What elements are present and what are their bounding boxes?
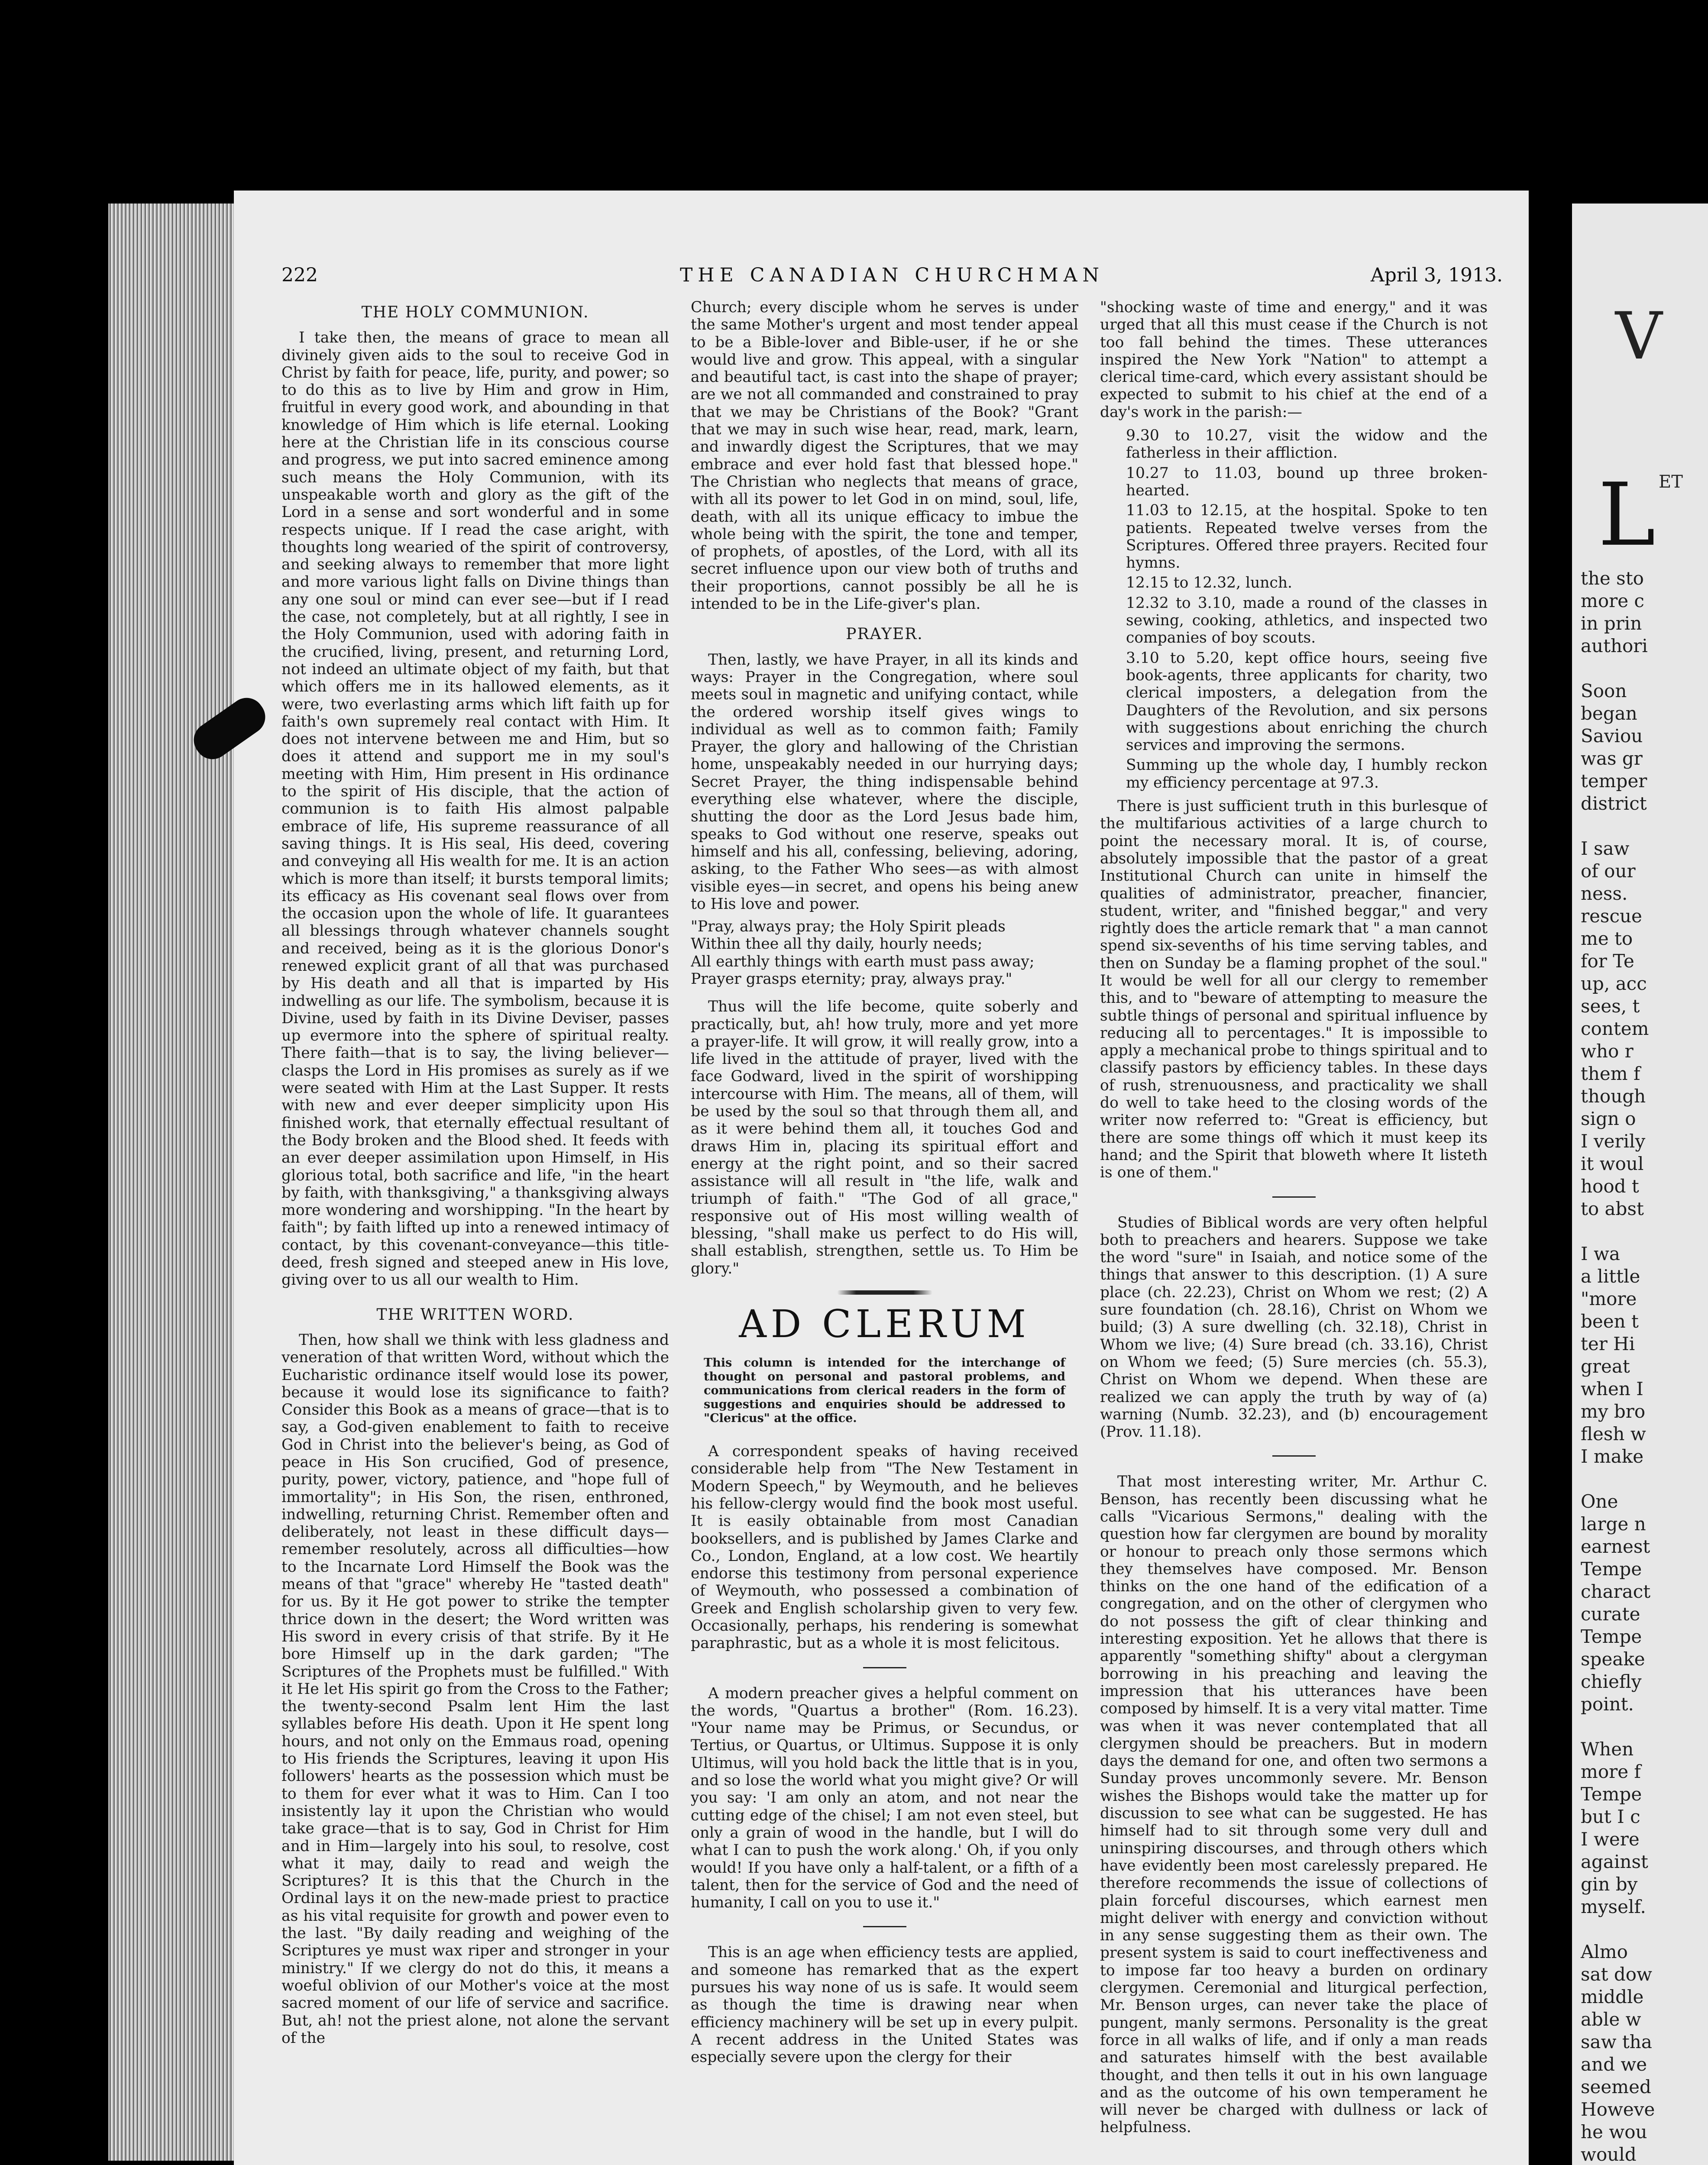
time-card-entry: Summing up the whole day, I humbly reckon my efficiency percentage at 97.3. [1126, 756, 1488, 792]
written-word-heading: THE WRITTEN WORD. [376, 1305, 574, 1324]
verse-line: Within thee all thy daily, hourly needs; [691, 935, 983, 953]
drop-cap-suffix: ET [1659, 472, 1683, 492]
verse-line: Prayer grasps eternity; pray, always pray." [691, 970, 1013, 988]
ad-clerum-title: AD CLERUM [739, 1302, 1030, 1347]
scan-border-left [0, 0, 108, 2165]
verse-line: "Pray, always pray; the Holy Spirit pleads [691, 918, 1006, 936]
holy-communion-heading: THE HOLY COMMUNION. [361, 304, 589, 321]
burlesque-paragraph: There is just sufficient truth in this burlesque of the multifarious activities of a large church to point the necessary moral. It is, of course, absolutely impossible that the pastor of a great Institutional Church can unite in himself the qualities of administrator, preacher, financier, student, writer, and "finished beggar," and very rightly does the article remark that " a man cannot spend six-sevenths of his time serving tables, and then on Sunday be a flaming prophet of the soul." It would be well for all our clergy to remember this, and to "beware of attempting to measure the subtle things of personal and spiritual influence by reducing all to percentages." It is impossible to apply a mechanical probe to things spiritual and to classify pastors by efficiency tables. In these days of rush, strenuousness, and practicality we shall do well to take heed to the closing words of the writer now referred to: "Great is efficiency, but there are some things off which it must keep its hand; and the Spirit that bloweth where It listeth is one of them." [1100, 798, 1488, 1182]
prayer-heading: PRAYER. [846, 625, 923, 643]
page-number: 222 [281, 264, 318, 286]
section-divider [1272, 1196, 1316, 1198]
ad-clerum-paragraph-3: This is an age when efficiency tests are applied, and someone has remarked that as the expert pursues his way none of us is safe. It would seem as though the time is drawing near when efficiency machinery will be set up in every pulpit. A recent address in the United States was especially severe upon the clergy for their [691, 1944, 1078, 2066]
written-word-paragraph: Then, how shall we think with less gladness and veneration of that written Word, without which the Eucharistic ordinance itself would lose its power, because it would lose its significance to faith? Consider this Book as a means of grace—that is to say, a God-given enablement to faith to receive God in Christ into the believer's being, as God of peace in His Son crucified, God of presence, purity, power, victory, patience, and "hope full of immortality"; in His Son, the risen, enthroned, indwelling, returning Christ. Remember often and deliberately, not least in these difficult days—remember resolutely, across all difficulties—how to the Incarnate Lord Himself the Book was the means of that "grace" whereby He "tasted death" for us. By it He got power to strike the tempter thrice down in the desert; the Word written was His sword in every crisis of that strife. By it He bore Himself up in the dark garden; "The Scriptures of the Prophets must be fulfilled." With it He let His spirit go from the Cross to the Father; the twenty-second Psalm lent Him the last syllables before His death. Upon it He spent long hours, and not only on the Emmaus road, opening to His friends the Scriptures, leaving it upon His followers' hearts as the possession which must be to them for ever what it was to Him. Can I too insistently lay it upon the Christian who would take grace—that is to say, God in Christ for Him and in Him—largely into his soul, to resolve, cost what it may, daily to read and weigh the Scriptures? It is this that the Church in the Ordinal lays it on the new-made priest to practice as his vital requisite for growth and power even to the last. "By daily reading and weighing of the Scriptures ye must wax riper and stronger in your ministry." If we clergy do not do this, it means a woeful oblivion of our Mother's voice at the most sacred moment of our life of service and sacrifice. But, ah! not the priest alone, not alone the servant of the [281, 1331, 669, 2047]
section-ornament [837, 1290, 932, 1295]
scan-border-top [0, 0, 1708, 186]
time-card-entry: 12.15 to 12.32, lunch. [1126, 574, 1293, 592]
column-3-continuation: "shocking waste of time and energy," and it was urged that all this must cease if the Church is not too fall behind the times. These utterances inspired the New York "Nation" to attempt a clerical time-card, which every assistant should be expected to submit to his chief at the end of a day's work in the parish:— [1100, 299, 1488, 421]
facing-page-fragment [1572, 204, 1708, 2165]
column-3 [1100, 299, 1488, 2152]
prayer-verse [691, 918, 1078, 988]
column-2-continuation: Church; every disciple whom he serves is under the same Mother's urgent and most tender appeal to be a Bible-lover and Bible-user, if he or she would live and grow. This appeal, with a singular and beautiful tact, is cast into the shape of prayer; are we not all commanded and constrained to pray that we may be Christians of the Book? "Grant that we may in such wise hear, read, mark, learn, and inwardly digest the Scriptures, that we may embrace and ever hold fast that blessed hope." The Christian who neglects that means of grace, with all its power to let God in on mind, soul, life, death, with all its unique efficacy to imbue the whole being with the spirit, the tone and temper, of prophets, of apostles, of the Lord, with all its secret influence upon our view both of truths and their proportions, cannot possibly be all he is intended to be in the Life-giver's plan. [691, 299, 1078, 613]
drop-cap: L [1598, 465, 1656, 565]
publication-title: THE CANADIAN CHURCHMAN [679, 264, 1105, 286]
ad-clerum-paragraph-1: A correspondent speaks of having received considerable help from "The New Testament in Modern Speech," by Weymouth, and he believes his fellow-clergy would find the book most useful. It is easily obtainable from most Canadian booksellers, and is published by James Clarke and Co., London, England, at a low cost. We heartily endorse this testimony from personal experience of Weymouth, who possessed a combination of Greek and English scholarship given to very few. Occasionally, perhaps, his rendering is somewhat paraphrastic, but as a whole it is most felicitous. [691, 1443, 1078, 1652]
biblical-studies-paragraph: Studies of Biblical words are very often helpful both to preachers and hearers. Suppose we take the word "sure" in Isaiah, and notice some of the things that answer to this description. (1) A sure place (ch. 22.23), Christ on Whom we rest; (2) A sure foundation (ch. 28.16), Christ on Whom we build; (3) A sure dwelling (ch. 32.18), Christ in Whom we live; (4) Sure bread (ch. 33.16), Christ on Whom we feed; (5) Sure mercies (ch. 55.3), Christ on Whom we depend. When these are realized we can apply the truth by way of (a) warning (Numb. 32.23), and (b) encouragement (Prov. 11.18). [1100, 1214, 1488, 1441]
masthead [281, 264, 1503, 290]
prayer-paragraph-2: Thus will the life become, quite soberly and practically, but, ah! how truly, more and yet more a prayer-life. It will grow, it will really grow, into a life lived in the attitude of prayer, lived with the face Godward, lived in the spirit of worshipping intercourse with Him. The means, all of them, will be used by the soul so that through them all, and as it were behind them all, it touches God and draws Him in, placing its spiritual effort and energy at the right point, and so their sacred assistance will all result in "the life, walk and triumph of faith." "The God of all grace," responsive out of His most willing wealth of blessing, "shall make us perfect to do His will, shall establish, strengthen, settle us. To Him be glory." [691, 998, 1078, 1277]
holy-communion-paragraph: I take then, the means of grace to mean all divinely given aids to the soul to receive God in Christ by faith for peace, life, purity, and power; so to do this as to live by Him and grow in Him, fruitful in every good work, and abounding in that knowledge of Him which is life eternal. Looking here at the Christian life in its conscious course and progress, we put into sacred eminence among such means the Holy Communion, with its unspeakable worth and glory as the gift of the Lord in a sense and sort wonderful and in some respects unique. If I read the case aright, with thoughts long wearied of the spirit of controversy, and seeking always to remember that more light and more various light falls on Divine things than any one soul or mind can ever see—but if I read the case, not completely, but at all rightly, I see in the Holy Communion, used with adoring faith in the crucified, living, present, and returning Lord, not indeed an ultimate object of my faith, but that which offers me in its hallowed elements, as it were, two everlasting arms which lift faith up for faith's own supremely real contact with Him. It does not intervene between me and Him, but so does it attend and support me in my soul's meeting with Him, Him present in His ordinance to the spirit of His disciple, that the action of communion is to faith His almost palpable embrace of life, His supreme reassurance of all saving things. It is His seal, His deed, covering and conveying all His wealth for me. It is an action which is more than itself; it bursts temporal limits; its efficacy as His covenant seal flows over from the occasion upon the whole of life. It guarantees all blessings through whatever channels sought and received, being as it is the glorious Donor's renewed explicit grant of all that was purchased by His death and all that is imparted by His indwelling as our life. The symbolism, because it is Divine, used by faith in its Divine Deviser, passes up evermore into the sphere of spiritual realty. There faith—that is to say, the living believer—clasps the Lord in His promises as surely as if we were seated with Him at the Last Supper. It rests with new and ever deeper simplicity upon His finished work, that eternally effectual resultant of the Body broken and the Blood shed. It feeds with an ever deeper assimilation upon Himself, in His glorious total, both sacrifice and life, "in the heart by faith, with thanksgiving," a thanksgiving always more wondering and worshipping. "In the heart by faith"; by faith lifted up into a renewed intimacy of contact, by this covenant-conveyance—this title-deed, fresh signed and steeped anew in His love, giving over to us all our wealth to Him. [281, 329, 669, 1289]
time-card-entry: 10.27 to 11.03, bound up three broken-hearted. [1126, 464, 1488, 499]
time-card-entry: 11.03 to 12.15, at the hospital. Spoke to ten patients. Repeated twelve verses from the Scriptures. Offered three prayers. Recited four hymns. [1126, 502, 1488, 572]
book-page-edges [108, 204, 234, 2161]
verse-line: All earthly things with earth must pass away; [691, 953, 1035, 970]
time-card-entry: 9.30 to 10.27, visit the widow and the fatherless in their affliction. [1126, 427, 1488, 462]
book-spine-shadow [1529, 0, 1572, 2165]
time-card [1100, 427, 1488, 792]
issue-date: April 3, 1913. [1370, 264, 1503, 286]
section-divider [863, 1926, 906, 1927]
prayer-paragraph-1: Then, lastly, we have Prayer, in all its kinds and ways: Prayer in the Congregation, where soul meets soul in magnetic and unifying contact, while the ordered worship itself gives wings to individual as well as to common faith; Family Prayer, the glory and hallowing of the Christian home, unspeakably needed in our hurrying days; Secret Prayer, the thing indispensable behind everything else whatever, where the disciple, shutting the door as the Lord Jesus bade him, speaks to God without one reserve, speaks out himself and his all, confessing, believing, adoring, asking, to the Father Who sees—as with almost visible eyes—in secret, and opens his being anew to His love and power. [691, 651, 1078, 913]
column-2 [691, 299, 1078, 2152]
facing-page-heading-letter: V [1615, 299, 1663, 374]
ad-clerum-intro: This column is intended for the interchange of thought on personal and pastoral problems, and communications from clerical readers in the form of suggestions and enquiries should be addressed to "Clericus" at the office. [704, 1356, 1065, 1425]
ad-clerum-paragraph-2: A modern preacher gives a helpful comment on the words, "Quartus a brother" (Rom. 16.23). "Your name may be Primus, or Secundus, or Tertius, or Quartus, or Ultimus. Suppose it is only Ultimus, will you hold back the little that is in you, and so lose the world what you might give? Or will you say: 'I am only an atom, and not near the cutting edge of the chisel; I am not even steel, but only a grain of wood in the handle, but I will do what I can to push the work along.' Oh, if you only would! If you have only a half-talent, or a fifth of a talent, then for the service of God and the need of humanity, I call on you to use it." [691, 1684, 1078, 1912]
time-card-entry: 3.10 to 5.20, kept office hours, seeing five book-agents, three applicants for charity, two clerical imposters, a delegation from the Daughters of the Revolution, and six persons with suggestions about enriching the church services and improving the sermons. [1126, 649, 1488, 754]
benson-paragraph: That most interesting writer, Mr. Arthur C. Benson, has recently been discussing what he calls "Vicarious Sermons," dealing with the question how far clergymen are bound by morality or honour to preach only those sermons which they themselves have composed. Mr. Benson thinks on the one hand of the edification of a congregation, and on the other of clergymen who do not possess the gift of clear thinking and interesting exposition. Yet he allows that there is apparently "something shifty" about a clergyman borrowing in his preaching and leaving the impression that his utterances have been composed by himself. It is a very vital matter. Time was when it was never contemplated that all clergymen should be preachers. But in modern days the demand for one, and often two sermons a Sunday proves uncommonly severe. Mr. Benson wishes the Bishops would take the matter up for discussion to see what can be suggested. He has himself had to sit through some very dull and uninspiring discourses, and through others which have evidently been most carelessly prepared. He therefore recommends the issue of collections of plain forceful discourses, which earnest men might deliver with energy and conviction without in any sense suggesting them as their own. The present system is said to court ineffectiveness and to impose far too heavy a burden on ordinary clergymen. Ceremonial and liturgical perfection, Mr. Benson urges, can never take the place of pungent, manly sermons. Personality is the great force in all walks of life, and if only a man reads and saturates himself with the best available thought, and then tells it out in his own language and as the outcome of his own temperament he will never be charged with dullness or lack of helpfulness. [1100, 1473, 1488, 2136]
section-divider [863, 1667, 906, 1668]
facing-page-text: the sto more c in prin authori Soon began Saviou was gr temper district I saw of our ness. rescue me to for Te up, acc sees, t contem who r them f though sign o I verily it woul hood t to abst I wa a little "more been t ter Hi great when I my bro flesh w I make One large n earnest Tempe charact curate Tempe speake chiefly point. When more f Tempe but I c I were against gin by myself. Almo sat dow middle able w saw tha and we seemed Howeve he wou would [1581, 568, 1655, 2165]
column-1 [281, 299, 669, 2152]
section-divider [1272, 1455, 1316, 1457]
newspaper-page [234, 191, 1529, 2165]
time-card-entry: 12.32 to 3.10, made a round of the classes in sewing, cooking, athletics, and inspected two companies of boy scouts. [1126, 594, 1488, 647]
